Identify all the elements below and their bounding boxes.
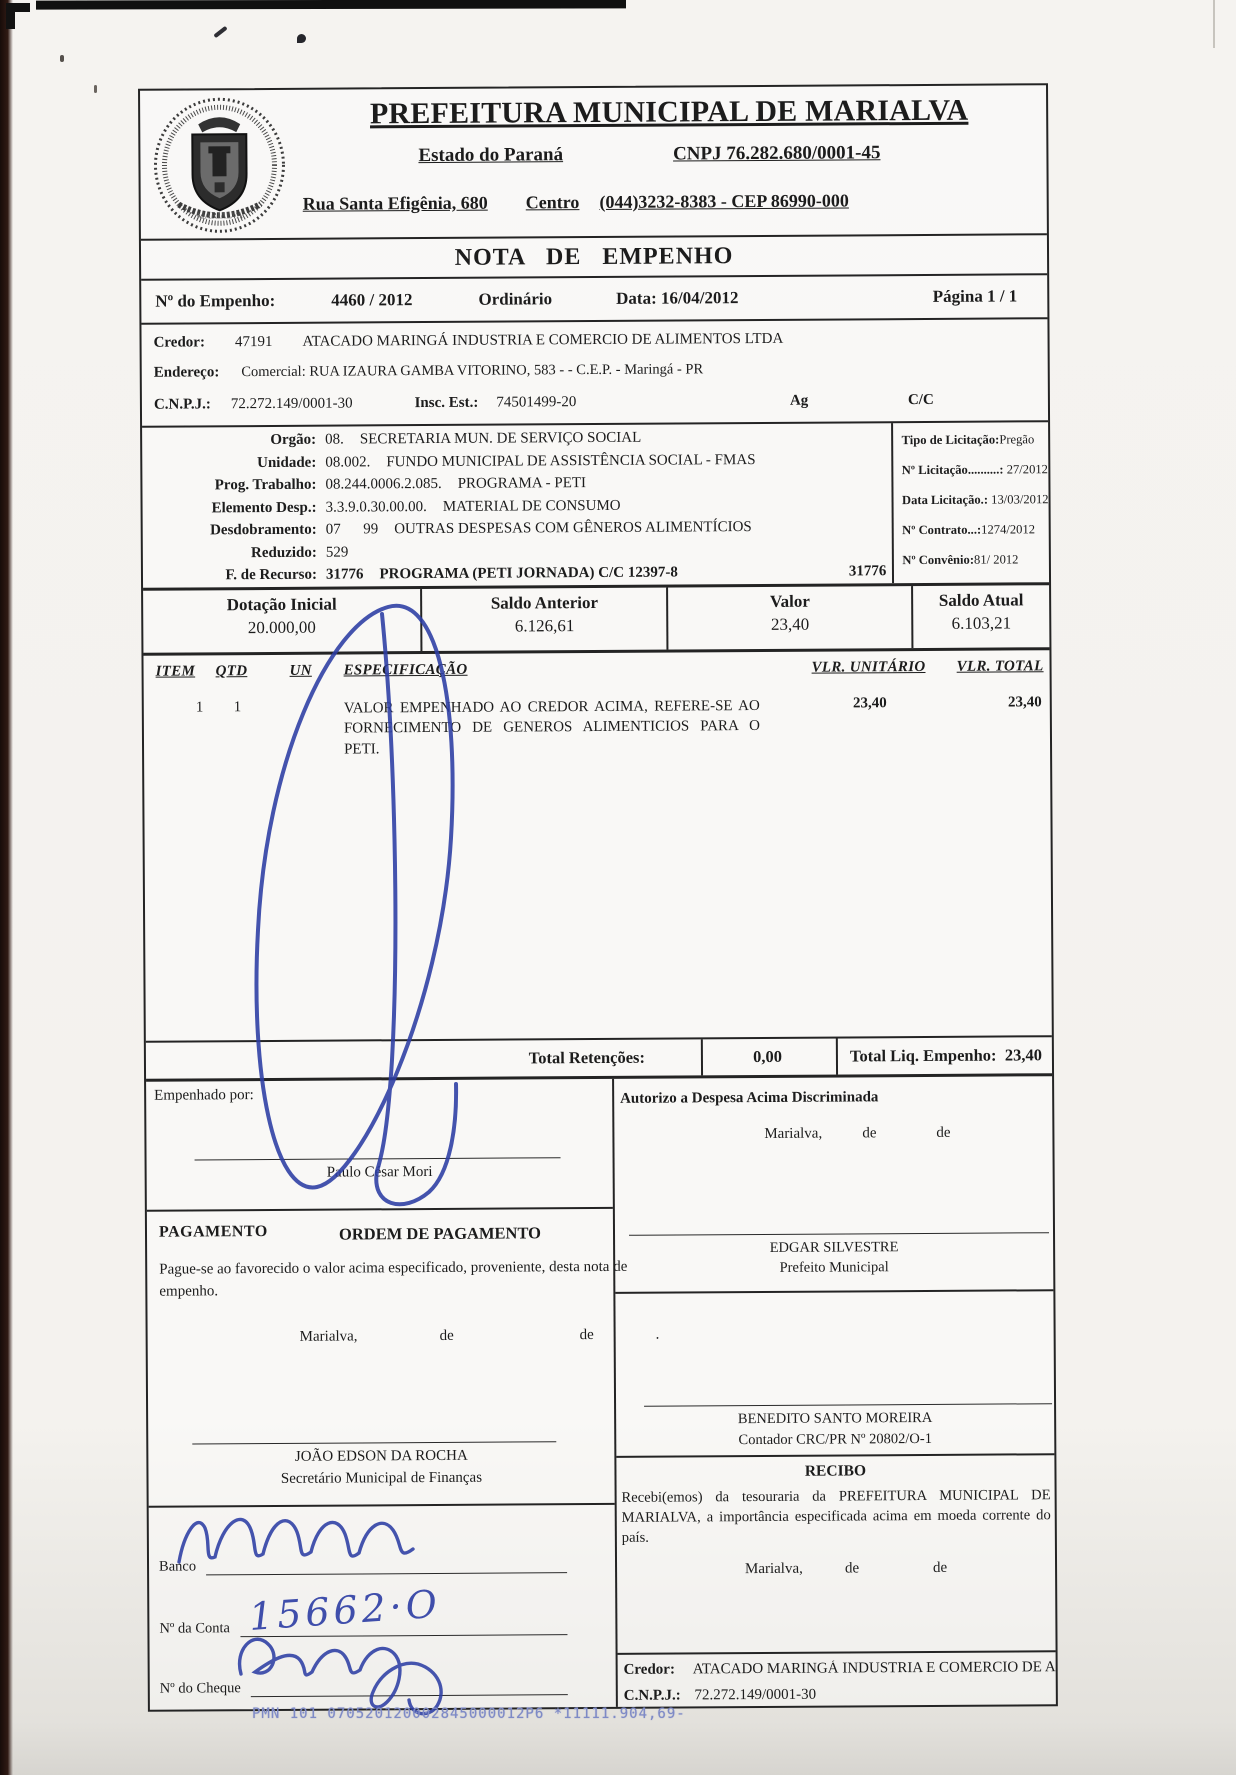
agency-label: Ag	[789, 392, 809, 409]
empenho-type: Ordinário	[478, 289, 553, 309]
empenho-date: Data: 16/04/2012	[616, 288, 739, 308]
machine-print-line: PMN 101 070520120002845000012P6 *11111.904,69-	[252, 1706, 686, 1722]
cnpj-label: C.N.P.J.:	[153, 396, 211, 413]
cnpj-label: C.N.P.J.:	[623, 1687, 681, 1704]
signature-line	[195, 1157, 561, 1160]
allocation-header: Dotação Inicial	[226, 594, 337, 615]
account-label: C/C	[907, 391, 934, 409]
creditor-address-row	[142, 359, 1048, 382]
agreement-number-value: 81/ 2012	[973, 552, 1019, 567]
unidade-code: 08.002.	[325, 453, 371, 471]
allocation-header: Saldo Atual	[938, 590, 1024, 610]
desdobramento-label: Desdobramento:	[210, 521, 317, 539]
items-table	[143, 650, 1051, 1041]
accountant-box	[615, 1291, 1054, 1458]
retentions-label-cell	[146, 1039, 703, 1078]
retentions-value-cell	[703, 1039, 838, 1076]
payment-title: PAGAMENTO	[158, 1223, 268, 1241]
receipt-creditor-line	[618, 1659, 1056, 1688]
state-registration-value: 74501499-20	[496, 394, 577, 411]
reduzido-code: 529	[325, 544, 349, 561]
items-header-qtd: QTD	[215, 663, 248, 680]
letterhead-text	[300, 93, 1039, 215]
creditor-name-truncated: ATACADO MARINGÁ INDUSTRIA E COMERCIO DE A	[692, 1659, 1056, 1678]
city-name: Marialva,	[744, 1560, 803, 1578]
item-quantity: 1	[233, 699, 242, 716]
allocation-col-saldo-anterior	[422, 588, 669, 652]
receipt-text: Recebi(emos) da tesouraria da PREFEITURA MUNICIPAL DE MARIALVA, a importância especificada acima em moeda corrente do país.	[621, 1487, 1051, 1547]
org-address-row	[301, 189, 1039, 215]
totals-row	[146, 1035, 1052, 1082]
net-total-cell	[838, 1037, 1052, 1074]
allocation-header: Valor	[769, 591, 810, 611]
payment-order-title: ORDEM DE PAGAMENTO	[338, 1223, 542, 1244]
pen-speck-artifact	[213, 26, 227, 38]
committed-by-box	[146, 1079, 613, 1212]
document-title-band	[141, 235, 1047, 281]
org-subtitle-row	[300, 141, 1038, 168]
items-header-item: ITEM	[155, 663, 196, 680]
date-preposition: de	[862, 1125, 877, 1142]
items-header-vlr-total: VLR. TOTAL	[956, 658, 1044, 675]
bidding-type-line	[902, 432, 1049, 463]
org-district: Centro	[525, 192, 580, 213]
scan-corner-artifact	[6, 3, 15, 29]
bidding-type-value: Pregão	[999, 432, 1035, 447]
bidding-type-label: Tipo de Licitação:	[901, 432, 1000, 448]
cnpj-value: 72.272.149/0001-30	[230, 395, 353, 413]
prog-trabalho-desc: PROGRAMA - PETI	[457, 475, 587, 492]
payment-order-text: Pague-se ao favorecido o valor acima especificado, proveniente, desta nota de empenho.	[159, 1258, 628, 1300]
finance-secretary-role: Secretário Municipal de Finanças	[280, 1469, 483, 1487]
fonte-recurso-code: 31776	[325, 566, 364, 583]
right-signature-column	[614, 1076, 1056, 1707]
cheque-number-label: Nº do Cheque	[159, 1680, 241, 1697]
authorization-title: Autorizo a Despesa Acima Discriminada	[620, 1089, 879, 1107]
date-preposition: de	[579, 1327, 594, 1344]
creditor-code: 47191	[234, 333, 273, 351]
org-title: PREFEITURA MUNICIPAL DE MARIALVA	[369, 93, 969, 131]
finance-secretary-name: JOÃO EDSON DA ROCHA	[294, 1447, 468, 1465]
allocation-col-saldo-atual	[913, 585, 1049, 648]
org-street: Rua Santa Efigênia, 680	[302, 192, 488, 214]
allocation-table	[143, 585, 1049, 656]
budget-classification-block	[142, 422, 1049, 591]
retentions-value: 0,00	[752, 1046, 782, 1067]
committed-by-label: Empenhado por:	[154, 1087, 254, 1104]
net-total-value: 23,40	[1004, 1045, 1042, 1065]
address-value: Comercial: RUA IZAURA GAMBA VITORINO, 583 - - C.E.P. - Maringá - PR	[241, 361, 704, 381]
creditor-label: Credor:	[623, 1661, 675, 1678]
orgao-desc: SECRETARIA MUN. DE SERVIÇO SOCIAL	[359, 429, 642, 448]
municipal-coat-of-arms	[148, 94, 291, 237]
fonte-recurso-label: F. de Recurso:	[225, 566, 318, 584]
net-total-label: Total Liq. Empenho:	[849, 1045, 997, 1066]
letterhead	[140, 85, 1047, 241]
bidding-number-value: 27/2012	[1003, 462, 1049, 477]
allocation-value: 6.126,61	[514, 616, 575, 636]
reduzido-label: Reduzido:	[250, 544, 317, 561]
retentions-label: Total Retenções:	[528, 1047, 645, 1068]
budget-lines	[142, 423, 892, 588]
mayor-role: Prefeito Municipal	[779, 1259, 889, 1276]
bank-field-row	[159, 1539, 567, 1575]
elemento-code: 3.3.9.0.30.00.00.	[325, 498, 427, 516]
cheque-field-row	[160, 1661, 568, 1697]
pen-speck-artifact	[297, 34, 306, 43]
agreement-number-label: Nº Convênio:	[902, 552, 975, 568]
elemento-desc: MATERIAL DE CONSUMO	[442, 497, 621, 515]
bank-label: Banco	[158, 1558, 197, 1575]
authorization-box	[614, 1076, 1053, 1294]
desdobramento-code: 07 99	[325, 521, 379, 538]
creditor-name: ATACADO MARINGÁ INDUSTRIA E COMERCIO DE ALIMENTOS LTDA	[302, 330, 784, 350]
accountant-role: Contador CRC/PR Nº 20802/O-1	[738, 1430, 932, 1449]
bidding-panel	[891, 422, 1049, 583]
mayor-name: EDGAR SILVESTRE	[769, 1239, 899, 1256]
bidding-date-line	[902, 492, 1049, 523]
signature-line	[629, 1232, 1049, 1236]
receipt-creditor-box	[617, 1652, 1055, 1711]
bidding-date-value: 13/03/2012	[987, 492, 1049, 507]
contract-number-label: Nº Contrato...:	[902, 522, 982, 538]
desdobramento-desc: OUTRAS DESPESAS COM GÊNEROS ALIMENTÍCIOS	[394, 519, 752, 538]
city-name: Marialva,	[299, 1328, 358, 1345]
elemento-label: Elemento Desp.:	[211, 499, 317, 516]
address-label: Endereço:	[153, 364, 220, 381]
account-field-row	[159, 1601, 567, 1637]
period-mark: .	[655, 1326, 660, 1343]
prog-trabalho-label: Prog. Trabalho:	[214, 476, 317, 494]
signatures-area	[146, 1076, 1056, 1710]
bidding-number-line	[902, 462, 1049, 493]
cnpj-value: 72.272.149/0001-30	[694, 1686, 817, 1704]
scan-edge-artifact	[1213, 0, 1215, 48]
unidade-label: Unidade:	[257, 454, 317, 471]
fonte-recurso-right-value: 31776	[848, 563, 887, 580]
orgao-label: Orgão:	[270, 431, 317, 448]
coat-of-arms-motto: MARIALVA	[196, 210, 244, 221]
document-title: NOTA DE EMPENHO	[454, 243, 734, 271]
item-total-value: 23,40	[1007, 694, 1042, 711]
receipt-title: RECIBO	[804, 1462, 867, 1480]
orgao-code: 08.	[325, 431, 344, 448]
scan-top-bar-artifact	[36, 0, 626, 10]
item-specification: VALOR EMPENHADO AO CREDOR ACIMA, REFERE-SE AO FORNECIMENTO DE GENEROS ALIMENTICIOS PARA O PETI.	[343, 697, 760, 758]
scan-edge-artifact	[0, 0, 13, 1775]
org-phone-cep: (044)3232-8383 - CEP 86990-000	[599, 190, 849, 212]
creditor-row	[142, 329, 1048, 352]
creditor-block	[141, 319, 1048, 428]
item-number: 1	[195, 699, 204, 716]
allocation-value: 20.000,00	[247, 617, 316, 638]
empenho-number-value: 4460 / 2012	[331, 290, 413, 310]
creditor-label: Credor:	[153, 334, 205, 351]
dust-speck-artifact	[60, 55, 64, 62]
dust-speck-artifact	[94, 85, 97, 93]
org-cnpj: CNPJ 76.282.680/0001-45	[672, 142, 881, 165]
empenho-number-label: Nº do Empenho:	[155, 290, 276, 311]
date-preposition: de	[932, 1559, 948, 1576]
prog-trabalho-code: 08.244.0006.2.085.	[325, 475, 442, 493]
items-header-vlr-unitario: VLR. UNITÁRIO	[811, 658, 926, 676]
handwritten-account-number: 15662·O	[247, 1581, 443, 1639]
fonte-recurso-desc: PROGRAMA (PETI JORNADA) C/C 12397-8	[379, 564, 678, 583]
items-header-un: UN	[289, 662, 312, 679]
allocation-col-valor	[669, 586, 914, 649]
account-number-label: Nº da Conta	[159, 1620, 231, 1637]
city-name: Marialva,	[764, 1125, 823, 1142]
date-preposition: de	[936, 1124, 951, 1141]
committed-by-name: Paulo César Mori	[326, 1164, 433, 1181]
allocation-col-inicial	[143, 589, 422, 653]
creditor-cnpj-row	[142, 391, 1048, 414]
page-indicator: Página 1 / 1	[932, 286, 1018, 306]
org-state: Estado do Paraná	[418, 144, 564, 167]
empenho-number-row	[141, 275, 1047, 325]
contract-number-line	[902, 522, 1049, 553]
unidade-desc: FUNDO MUNICIPAL DE ASSISTÊNCIA SOCIAL - FMAS	[386, 451, 756, 470]
receipt-box	[616, 1455, 1055, 1655]
allocation-value: 6.103,21	[951, 613, 1012, 633]
contract-number-value: 1274/2012	[981, 522, 1036, 537]
date-preposition: de	[844, 1560, 860, 1577]
divider-line	[149, 1503, 615, 1508]
date-preposition: de	[439, 1327, 454, 1344]
bidding-date-label: Data Licitação.:	[901, 492, 989, 508]
cheque-fill-line	[251, 1693, 568, 1697]
payment-city-date-line	[148, 1326, 660, 1345]
bank-fill-line	[206, 1571, 567, 1575]
allocation-header: Saldo Anterior	[490, 592, 599, 613]
item-unit-value: 23,40	[852, 695, 887, 712]
agreement-number-line	[902, 552, 1049, 583]
accountant-name: BENEDITO SANTO MOREIRA	[737, 1409, 933, 1428]
allocation-value: 23,40	[770, 614, 810, 634]
account-fill-line	[240, 1633, 567, 1637]
nota-de-empenho-form	[138, 83, 1058, 1712]
signature-line	[644, 1403, 1052, 1406]
signature-line	[192, 1441, 556, 1444]
state-registration-label: Insc. Est.:	[414, 394, 479, 412]
items-header-especificacao: ESPECIFICAÇÃO	[343, 661, 468, 679]
bidding-number-label: Nº Licitação..........:	[901, 462, 1004, 478]
